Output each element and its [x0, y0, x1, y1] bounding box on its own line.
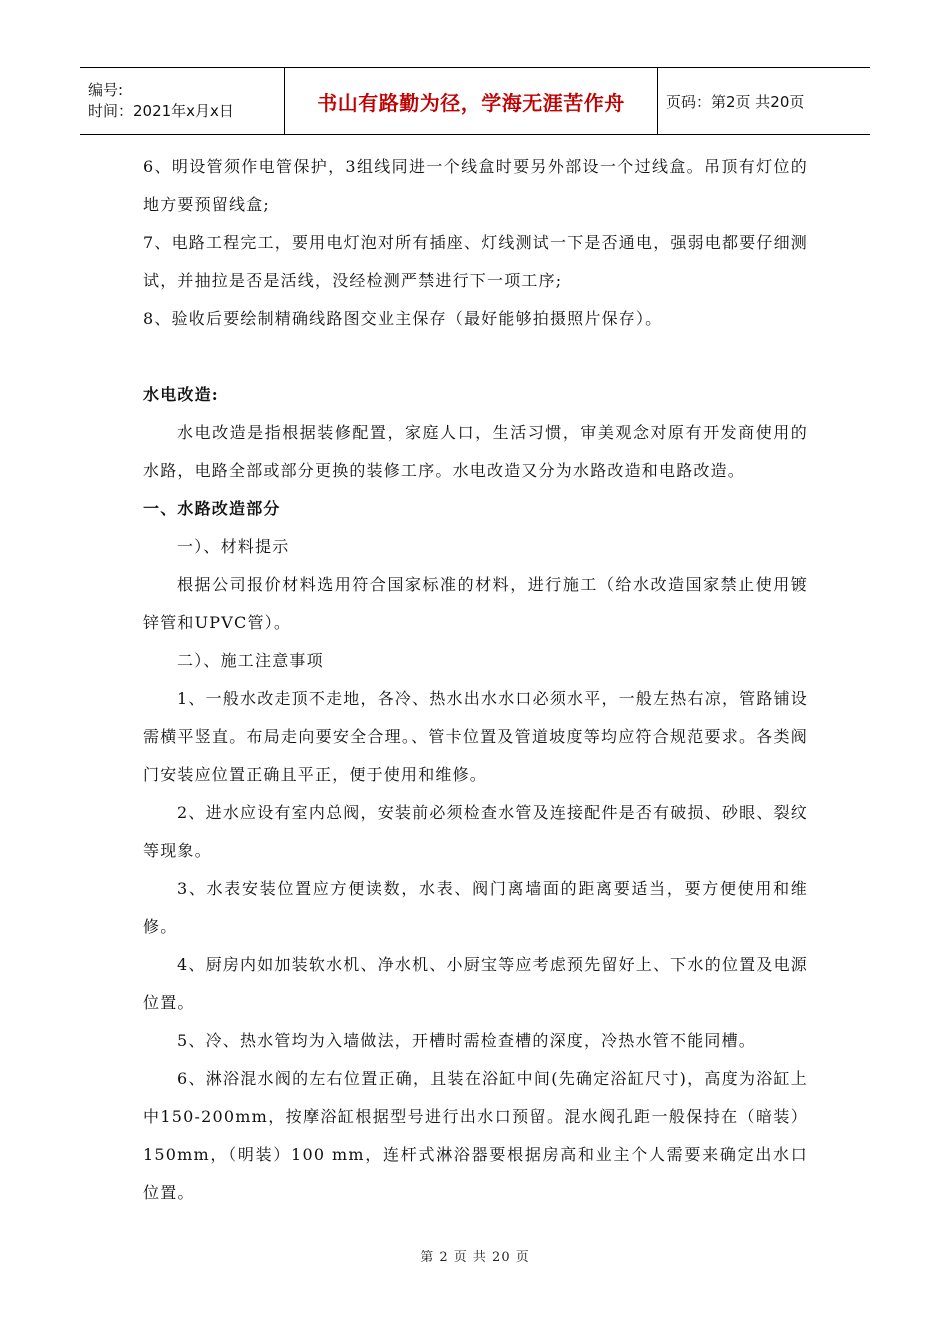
motto-cell: [284, 68, 658, 134]
page-number-label: 页码：第2页 共20页: [666, 92, 805, 111]
list-item: 3、水表安装位置应方便读数，水表、阀门离墙面的距离要适当，要方便使用和维修。: [143, 879, 808, 936]
paragraph: 8、验收后要绘制精确线路图交业主保存（最好能够拍摄照片保存）。: [143, 309, 663, 328]
paragraph: 7、电路工程完工，要用电灯泡对所有插座、灯线测试一下是否通电，强弱电都要仔细测试，并抽拉是否是活线，没经检测严禁进行下一项工序;: [143, 233, 808, 290]
motto-text: 书山有路勤为径，学海无涯苦作舟: [317, 90, 625, 115]
page-footer: [0, 1246, 950, 1265]
page-number-cell: [658, 68, 870, 134]
document-body: [143, 148, 808, 1212]
paragraph: 根据公司报价材料选用符合国家标准的材料，进行施工（给水改造国家禁止使用镀锌管和UPVC管）。: [143, 575, 808, 632]
section-heading: 一、水路改造部分: [143, 499, 281, 518]
serial-label: 编号:: [88, 81, 124, 99]
list-item: 2、进水应设有室内总阀，安装前必须检查水管及连接配件是否有破损、砂眼、裂纹等现象。: [143, 803, 808, 860]
list-item: 1、一般水改走顶不走地，各冷、热水出水水口必须水平，一般左热右凉，管路铺设需横平竖直。布局走向要安全合理。、管卡位置及管道坡度等均应符合规范要求。各类阀门安装应位置正确且平正，便于使用和维修。: [143, 689, 808, 784]
subsection-heading: 二）、施工注意事项: [177, 651, 324, 670]
subsection-heading: 一）、材料提示: [177, 537, 290, 556]
section-heading: 水电改造:: [143, 385, 219, 404]
list-item: 6、淋浴混水阀的左右位置正确，且装在浴缸中间(先确定浴缸尺寸)，高度为浴缸上中150-200mm，按摩浴缸根据型号进行出水口预留。混水阀孔距一般保持在（暗装）150mm，（明装）100 mm，连杆式淋浴器要根据房高和业主个人需要来确定出水口位置。: [143, 1069, 808, 1202]
page-header: [80, 67, 870, 135]
footer-page-number: 第 2 页 共 20 页: [420, 1250, 530, 1265]
list-item: 4、厨房内如加装软水机、净水机、小厨宝等应考虑预先留好上、下水的位置及电源位置。: [143, 955, 808, 1012]
list-item: 5、冷、热水管均为入墙做法，开槽时需检查槽的深度，冷热水管不能同槽。: [177, 1031, 756, 1050]
blank-line: [143, 338, 808, 376]
paragraph: 水电改造是指根据装修配置，家庭人口，生活习惯，审美观念对原有开发商使用的水路，电路全部或部分更换的装修工序。水电改造又分为水路改造和电路改造。: [143, 423, 808, 480]
time-label: 时间：2021年x月x日: [88, 102, 234, 120]
header-info-cell: [80, 68, 284, 134]
paragraph: 6、明设管须作电管保护，3组线同进一个线盒时要另外部设一个过线盒。吊顶有灯位的地方要预留线盒;: [143, 157, 808, 214]
